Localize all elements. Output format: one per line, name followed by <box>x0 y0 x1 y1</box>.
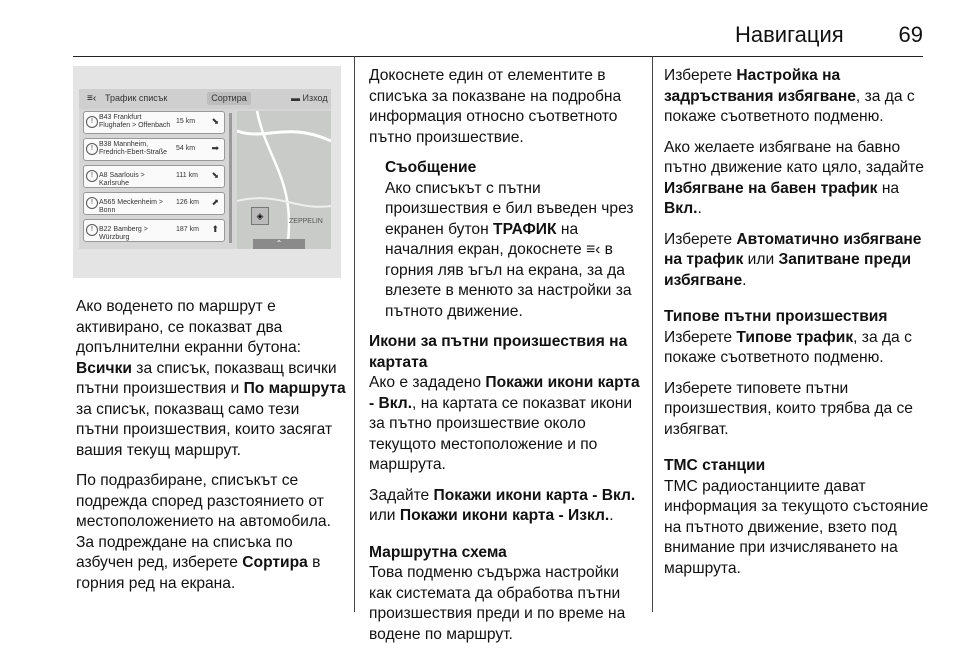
direction-arrow-icon: ⬆ <box>211 224 219 234</box>
distance-label: 15 km <box>176 118 196 125</box>
road-label: A565 Meckenheim > Bonn <box>99 199 164 214</box>
road-label: B22 Bamberg > Würzburg <box>99 226 148 241</box>
traffic-sign-icon: ! <box>86 224 98 236</box>
list-item <box>83 138 225 161</box>
paragraph: Ако воденето по маршрут е активирано, се показват два допълнителни екранни бутона: Всички за списък, показващ всички пътни произшествия и По маршрута за списък, показващ само тези пътни произшествия, които засягат вашия текущ маршрут. <box>76 298 346 459</box>
paragraph: Задайте Покажи икони карта - Вкл. или Покажи икони карта - Изкл.. <box>369 486 636 524</box>
paragraph: По подразбиране, списъкът се подрежда според разстоянието от местоположението на автомобила. За подреждане на списъка по азбучен ред, изберете Сортира в горния ред на екрана. <box>76 472 331 592</box>
menu-icon: ≡‹ <box>87 93 97 104</box>
traffic-list <box>83 111 225 246</box>
distance-label: 111 km <box>176 172 198 179</box>
section-heading: Маршрутна схема <box>369 543 507 561</box>
traffic-sign-icon: ! <box>86 197 98 209</box>
page-number: 69 <box>898 22 923 47</box>
map-view <box>237 111 331 249</box>
note-block <box>369 158 645 322</box>
column-1 <box>76 297 346 604</box>
note-title: Съобщение <box>385 159 477 176</box>
section-heading: Типове пътни произшествия <box>664 308 888 325</box>
exit-label: Изход <box>302 93 328 103</box>
note-text: Ако списъкът с пътни произшествия е бил въведен чрез екранен бутон ТРАФИК на началния екран, докоснете ≡‹ в горния ляв ъгъл на екрана, за да влезете в менюто за настройки за пътното движение. <box>385 179 634 320</box>
paragraph: Ако желаете избягване на бавно пътно движение като цяло, задайте Избягване на бавен трафик на Вкл.. <box>664 138 924 217</box>
chevron-up-icon: ⌃ <box>253 239 305 249</box>
road-label: A8 Saarlouis > Karlsruhe <box>99 172 145 187</box>
screen-title: Трафик списък <box>105 93 168 103</box>
screen-top-bar <box>79 89 331 109</box>
column-2 <box>369 66 645 655</box>
traffic-sign-icon: ! <box>86 170 98 182</box>
traffic-sign-icon: ! <box>86 143 98 155</box>
compass-icon: ◈ <box>251 207 269 225</box>
list-item <box>83 192 225 215</box>
page-header-title: Навигация <box>735 22 844 47</box>
paragraph: Това подменю съдържа настройки как системата да обработва пътни произшествия преди и по време на водене по маршрут. <box>369 564 626 643</box>
exit-icon: ▬ <box>291 93 303 103</box>
paragraph: Докоснете един от елементите в списъка за показване на подробна информация относно съответното пътно произшествие. <box>369 67 622 146</box>
traffic-list-screenshot <box>73 66 341 278</box>
header-rule <box>73 56 923 57</box>
distance-label: 54 km <box>176 145 196 152</box>
column-divider <box>354 56 355 612</box>
exit-button <box>291 93 328 103</box>
road-label: B43 Frankfurt Flughafen > Offenbach <box>99 114 171 129</box>
infotainment-screen <box>79 89 331 249</box>
direction-arrow-icon: ➡ <box>211 143 219 153</box>
paragraph: Ако е зададено Покажи икони карта - Вкл., на картата се показват икони за пътно произшествие около текущото местоположение и по маршрута. <box>369 374 640 473</box>
paragraph: Изберете Типове трафик, за да с покаже съответното подменю. <box>664 328 912 366</box>
distance-label: 187 km <box>176 226 199 233</box>
distance-label: 126 km <box>176 199 199 206</box>
list-scrollbar <box>229 113 232 243</box>
list-item <box>83 219 225 242</box>
map-roads <box>237 111 331 249</box>
direction-arrow-icon: ⬈ <box>211 197 219 207</box>
direction-arrow-icon: ⬊ <box>211 170 219 180</box>
column-3 <box>664 66 934 589</box>
paragraph: Изберете Автоматично избягване на трафик или Запитване преди избягване. <box>664 230 922 289</box>
list-item <box>83 165 225 188</box>
list-item <box>83 111 225 134</box>
column-divider <box>652 56 653 612</box>
section-heading: TMC станции <box>664 457 766 474</box>
paragraph: Изберете Настройка на задръствания избягване, за да с покаже съответното подменю. <box>664 67 915 125</box>
sort-button: Сортира <box>207 92 251 105</box>
map-label: ZEPPELIN <box>289 218 323 225</box>
traffic-sign-icon: ! <box>86 116 98 128</box>
section-heading: Икони за пътни произшествия на картата <box>369 333 628 371</box>
paragraph: TMC радиостанциите дават информация за текущото състояние на пътното движение, взето под внимание при изчисляването на маршрута. <box>664 477 929 577</box>
paragraph: Изберете типовете пътни произшествия, които трябва да се избягват. <box>664 379 913 438</box>
road-label: B38 Mannheim, Fredrich-Ebert-Straße <box>99 141 168 156</box>
direction-arrow-icon: ⬊ <box>211 116 219 126</box>
